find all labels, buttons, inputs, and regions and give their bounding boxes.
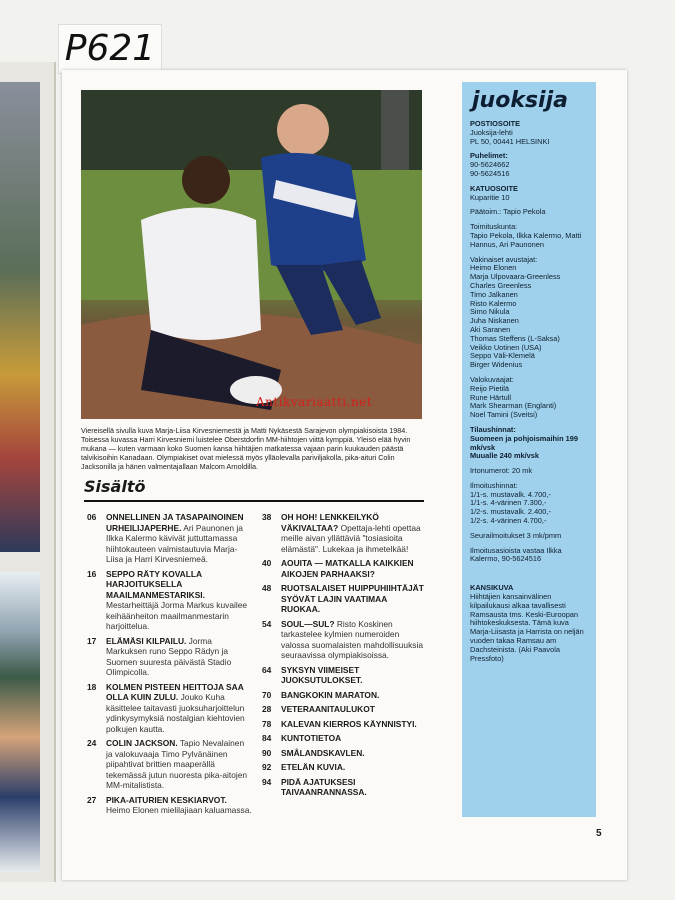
toc-description: Mestarheittäjä Jorma Markus kuvailee keihäänheiton maailmanmestarin harjoittelua.: [106, 600, 248, 631]
contributors-list: [470, 264, 588, 370]
toc-entry-body: [106, 682, 252, 735]
toc-entry-body: [281, 748, 427, 759]
toc-entry-body: [281, 719, 427, 730]
athletes-stretching-illustration: [81, 90, 422, 419]
toc-title: SOUL—SUL?: [281, 618, 335, 629]
editorial-board-names: Tapio Pekola, Ilkka Kalermo, Matti Hannus, Ari Paunonen: [470, 230, 582, 249]
subscription-price: Muualle 240 mk/vsk: [470, 451, 540, 461]
toc-page-number: 90: [262, 747, 272, 758]
photographers: [462, 372, 596, 422]
toc-page-number: 18: [87, 681, 97, 692]
toc-title: AOUITA — MATKALLA KAIKKIEN AIKOJEN PARHAAKSI?: [281, 558, 414, 579]
contributor-name: Charles Greenless: [470, 280, 532, 290]
toc-right-column: [262, 512, 427, 802]
toc-entry-body: [106, 636, 252, 678]
club-ads-value: Seurailmoitukset 3 mk/pmm: [470, 530, 562, 540]
toc-entry-body: [281, 665, 427, 686]
toc-entry: [87, 636, 252, 678]
photographer-name: Mark Shearman (Englanti): [470, 401, 557, 411]
photo-caption: Viereisellä sivulla kuva Marja-Liisa Kirvesniemestä ja Matti Nykäsestä Sarajevon olympiakisoista 1984. Toisessa kuvassa Harri Kirvesniemi luistelee Oberstdorfin MM-hiihtojen viittä kymppiä. Yleisö elää hyvin mukana — kuten varmaan koko Suomen kansa hiihtäjien matkatessa vajaan parin kuukauden päästä talvikisoihin Kanadaan. Olympiakiset ovat mielessä myös ylläolevalla pariviljakolla, pika-aituri Colin Jacksonilla ja hänen valmentajallaan Malcom Arnoldilla.: [81, 426, 411, 471]
toc-description: Heimo Elonen mielilajiaan kaluamassa.: [106, 805, 252, 815]
toc-page-number: 94: [262, 776, 272, 787]
postal-address: [462, 116, 596, 148]
contributor-name: Marja Ulpovaara-Greenless: [470, 272, 561, 282]
contributor-name: Simo Nikula: [470, 307, 510, 317]
toc-page-number: 70: [262, 689, 272, 700]
archive-label: P621: [58, 24, 162, 74]
contributor-name: Timo Jalkanen: [470, 289, 518, 299]
editorial-board-label: Toimituskunta:: [470, 222, 518, 232]
postal-address-line: PL 50, 00441 HELSINKI: [470, 136, 550, 146]
subscription-prices: [462, 422, 596, 463]
toc-page-number: 24: [87, 738, 97, 748]
toc-heading: Sisältö: [84, 474, 424, 502]
masthead-sidebar: [462, 82, 596, 817]
photographer-name: Noel Tamini (Sveitsi): [470, 410, 538, 420]
photographers-label: Valokuvaajat:: [470, 374, 514, 384]
contributor-name: Juha Niskanen: [470, 316, 519, 326]
toc-entry: [87, 569, 252, 632]
toc-entry-body: [106, 569, 252, 632]
toc-entry: [87, 738, 252, 791]
toc-entry: [87, 795, 252, 816]
toc-page-number: 27: [87, 794, 97, 805]
toc-page-number: 84: [262, 733, 272, 743]
contributors: [462, 252, 596, 372]
contributor-name: Seppo Väli-Klemelä: [470, 351, 535, 361]
cover-info: [462, 566, 596, 665]
toc-page-number: 28: [262, 704, 272, 714]
toc-page-number: 48: [262, 583, 272, 593]
toc-entry-body: [281, 583, 427, 615]
toc-entry: [262, 748, 427, 759]
ad-price: 1/2-s. 4-värinen 4.700,-: [470, 516, 547, 526]
ad-price: 1/1-s. 4-värinen 7.300,-: [470, 498, 547, 508]
street-address: [462, 181, 596, 205]
toc-page-number: 38: [262, 512, 272, 522]
page-number: 5: [596, 828, 602, 839]
toc-entry: [262, 558, 427, 579]
toc-title: KALEVAN KIERROS KÄYNNISTYI.: [281, 718, 417, 729]
toc-page-number: 92: [262, 762, 272, 772]
toc-title: KOLMEN PISTEEN HEITTOJA SAA OLLA KUIN ZULU.: [106, 681, 244, 702]
toc-description: Opettaja-lehti opettaa meille aivan yllättäviä "tosiasioita elämästä". Lukekaa ja ihmetelkää!: [281, 522, 421, 554]
toc-title: PIDÄ AJATUKSESI TAIVAANRANNASSA.: [281, 776, 367, 797]
toc-page-number: 06: [87, 512, 97, 522]
editor-in-chief-value: Päätoim.: Tapio Pekola: [470, 207, 546, 217]
single-issue-price: [462, 463, 596, 478]
subscription-price: Suomeen ja pohjoismaihin 199 mk/vsk: [470, 433, 579, 452]
phones-label: Puhelimet:: [470, 151, 508, 161]
contributor-name: Birger Widenius: [470, 360, 523, 370]
toc-title: PIKA-AITURIEN KESKIARVOT.: [106, 794, 227, 805]
toc-entry: [262, 733, 427, 744]
subscription-prices-label: Tilaushinnat:: [470, 424, 516, 434]
club-ads: [462, 528, 596, 543]
toc-entry: [262, 665, 427, 686]
toc-entry-body: [106, 738, 252, 791]
toc-title: KUNTOTIETOA: [281, 733, 342, 743]
toc-description: Tapio Nevalainen ja valokuvaaja Timo Pylvänäinen piipahtivat brittien maaperällä tekemässä jutun nuoresta pika-aitojen MM-mitalistista.: [106, 738, 248, 790]
toc-entry-body: [281, 619, 427, 661]
toc-entry: [262, 704, 427, 715]
single-issue-price-value: Irtonumerot: 20 mk: [470, 466, 533, 476]
toc-entry: [262, 777, 427, 798]
toc-title: RUOTSALAISET HUIPPUHIIHTÄJÄT SYÖVÄT LAJIN VAATIMAA RUOKAA.: [281, 583, 424, 614]
adjacent-page: [0, 62, 56, 882]
toc-left-column: [87, 512, 252, 820]
toc-entry-body: [106, 795, 252, 816]
contributor-name: Heimo Elonen: [470, 263, 517, 273]
toc-entry: [87, 512, 252, 565]
toc-title: SEPPO RÄTY KOVALLA HARJOITUKSELLA MAAILMANMESTARIKSI.: [106, 568, 205, 600]
phones: [462, 148, 596, 180]
contributor-name: Veikko Uotinen (USA): [470, 342, 542, 352]
toc-description: Ari Paunonen ja Ilkka Kalermo kävivät juttuttamassa hiihtokauteen valmistautuvia Marja-Liisa ja Harri Kirvesniemeä.: [106, 522, 243, 564]
cover-photo: [81, 90, 422, 419]
toc-title: ETELÄN KUVIA.: [281, 762, 346, 772]
editorial-board: [462, 219, 596, 251]
toc-entry-body: [106, 512, 252, 565]
toc-page-number: 16: [87, 568, 97, 579]
cover-info-label: KANSIKUVA: [470, 583, 514, 593]
ad-prices-label: Ilmoitushinnat:: [470, 480, 518, 490]
phone-number: 90-5624516: [470, 168, 510, 178]
toc-page-number: 64: [262, 664, 272, 675]
toc-entry-body: [281, 690, 427, 701]
toc-entry: [262, 512, 427, 554]
contributors-label: Vakinaiset avustajat:: [470, 254, 538, 264]
toc-title: BANGKOKIN MARATON.: [281, 689, 380, 700]
cover-info-text: Hiihtäjien kansainvälinen kilpailukausi alkaa tavallisesti Ramsausta tms. Keski-Euroopan hiihtokeskuksesta. Tämä kuva Marja-Liisasta ja Harrista on neljän vuoden takaa Ramsau am Dachsteinista. (Aki Paavola Pressfoto): [470, 592, 584, 663]
toc-title: COLIN JACKSON.: [106, 738, 178, 748]
ad-price: 1/2-s. mustavalk. 2.400,-: [470, 507, 551, 517]
toc-page-number: 17: [87, 635, 97, 646]
street-address-value: Kuparitie 10: [470, 192, 510, 202]
toc-entry: [87, 682, 252, 735]
photographers-list: [470, 385, 588, 420]
contributor-name: Thomas Steffens (L-Saksa): [470, 333, 560, 343]
toc-title: ONNELLINEN JA TASAPAINOINEN URHEILIJAPERHE.: [106, 512, 244, 533]
toc-page-number: 54: [262, 618, 272, 629]
toc-title: VETERAANITAULUKOT: [281, 704, 375, 714]
photographer-name: Rune Härtull: [470, 392, 512, 402]
editor-in-chief: [462, 204, 596, 219]
ad-contact-value: Ilmoitusasioista vastaa Ilkka Kalermo, 90-5624516: [470, 545, 562, 564]
ad-contact: [462, 543, 596, 567]
toc-page-number: 40: [262, 558, 272, 568]
toc-entry-body: [281, 777, 427, 798]
postal-address-label: POSTIOSOITE: [470, 119, 521, 128]
toc-entry-body: [281, 762, 427, 773]
toc-title: SYKSYN VIIMEISET JUOKSUTULOKSET.: [281, 664, 363, 685]
magazine-page: [62, 70, 627, 880]
toc-entry-body: [281, 704, 427, 715]
toc-entry: [262, 719, 427, 730]
toc-description: Risto Koskinen tarkastelee kylmien numeroiden valossa suomalaisten mahdollisuuksia seuraavissa olympiakisoissa.: [281, 618, 423, 660]
toc-entry-body: [281, 512, 427, 554]
adjacent-page-photo-bottom: [0, 572, 40, 872]
contributor-name: Risto Kalermo: [470, 298, 517, 308]
street-address-label: KATUOSOITE: [470, 183, 518, 193]
toc-title: OH HOH! LENKKEILYKÖ VÄKIVALTAA?: [281, 512, 379, 533]
toc-title: SMÅLANDSKAVLEN.: [281, 747, 365, 758]
toc-entry: [262, 619, 427, 661]
toc-title: ELÄMÄSI KILPAILU.: [106, 635, 187, 646]
contributor-name: Aki Saranen: [470, 324, 511, 334]
adjacent-page-photo-top: [0, 82, 40, 552]
toc-description: Jorma Markuksen runo Seppo Rädyn ja Suomen suuresta päivästä Stadio Olimpicolla.: [106, 635, 232, 677]
photographer-name: Reijo Pietilä: [470, 383, 510, 393]
phone-number: 90-5624662: [470, 160, 510, 170]
watermark: Antikvariaatti.net: [256, 395, 373, 409]
postal-address-line: Juoksija-lehti: [470, 127, 513, 137]
ad-price: 1/1-s. mustavalk. 4.700,-: [470, 489, 551, 499]
toc-page-number: 78: [262, 718, 272, 729]
toc-entry: [262, 690, 427, 701]
toc-description: Jouko Kuha käsittelee taitavasti juoksuharjoittelun ydinkysymyksiä nostalgian kiehtovien polkujen kautta.: [106, 692, 245, 734]
toc-entry: [262, 762, 427, 773]
magazine-logo: juoksija: [472, 88, 568, 113]
toc-entry-body: [281, 558, 427, 579]
toc-entry-body: [281, 733, 427, 744]
toc-entry: [262, 583, 427, 615]
ad-prices: [462, 478, 596, 528]
